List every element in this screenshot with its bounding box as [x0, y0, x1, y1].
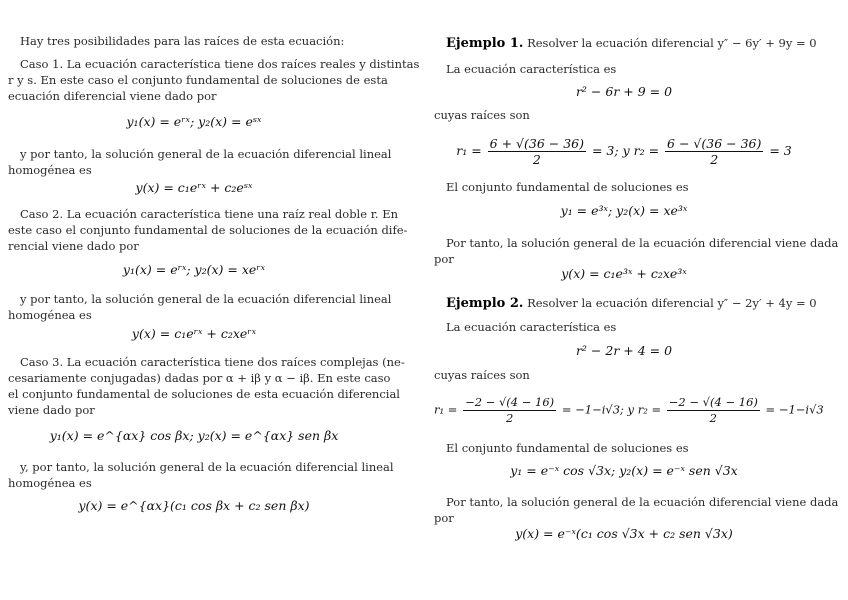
- intro-text: Hay tres posibilidades para las raíces de esta ecuación:: [20, 34, 345, 48]
- ejemplo1-roots-equation: [434, 136, 814, 167]
- ej2-r1-num: −2 − √(4 − 16): [465, 395, 555, 409]
- caso2-text2: homogénea es: [8, 308, 92, 322]
- caso2-general-solution: y(x) = c₁eʳˣ + c₂xeʳˣ: [131, 326, 257, 341]
- ejemplo2-char-label: La ecuación característica es: [446, 320, 617, 334]
- ejemplo1-fund-equation: y₁ = e³ˣ; y₂(x) = xe³ˣ: [560, 203, 688, 218]
- ejemplo2-roots-equation: [434, 395, 824, 426]
- caso2-fundamental-equation: y₁(x) = eʳˣ; y₂(x) = xeʳˣ: [122, 262, 266, 277]
- caso1-general-solution: y(x) = c₁eʳˣ + c₂eˢˣ: [135, 180, 253, 195]
- ej1-r1-num: 6 + √(36 − 36): [489, 136, 584, 151]
- caso2-line1: Caso 2. La ecuación característica tiene una raíz real doble r. En: [20, 207, 399, 221]
- ej1-r2-fraction: [665, 136, 763, 167]
- ejemplo2-roots-label: cuyas raíces son: [434, 368, 530, 382]
- ej1-r2-rhs: = 3: [769, 143, 792, 158]
- ejemplo2-fund-equation: y₁ = e⁻ˣ cos √3x; y₂(x) = e⁻ˣ sen √3x: [510, 463, 738, 478]
- ejemplo2-fund-label: El conjunto fundamental de soluciones es: [446, 441, 689, 455]
- caso3-line1: Caso 3. La ecuación característica tiene dos raíces complejas (ne-: [20, 355, 405, 369]
- ejemplo1-char-label: La ecuación característica es: [446, 62, 617, 76]
- ej2-r2-den: 2: [709, 411, 717, 425]
- ejemplo1-general-solution: y(x) = c₁e³ˣ + c₂xe³ˣ: [561, 266, 687, 281]
- ejemplo1-heading: [446, 36, 817, 51]
- ej2-r2-fraction: [667, 395, 760, 426]
- caso2-line2: este caso el conjunto fundamental de soluciones de la ecuación dife-: [8, 223, 408, 237]
- ejemplo2-general-solution: y(x) = e⁻ˣ(c₁ cos √3x + c₂ sen √3x): [515, 526, 733, 541]
- caso3-line2: cesariamente conjugadas) dadas por α + iβ y α − iβ. En este caso: [8, 371, 391, 385]
- ejemplo1-char-equation: r² − 6r + 9 = 0: [575, 84, 673, 99]
- ejemplo2-general-text2: por: [434, 511, 454, 525]
- ejemplo1-statement: Resolver la ecuación diferencial y″ − 6y′ + 9y = 0: [527, 36, 817, 50]
- ej2-r1-rhs: = −1−i√3; y r₂ =: [561, 402, 662, 417]
- ejemplo2-statement: Resolver la ecuación diferencial y″ − 2y′ + 4y = 0: [527, 296, 817, 310]
- ejemplo2-char-equation: r² − 2r + 4 = 0: [575, 343, 673, 358]
- caso2-line3: rencial viene dado por: [8, 239, 139, 253]
- ejemplo1-general-text2: por: [434, 252, 454, 266]
- ej1-r1-rhs: = 3; y r₂ =: [591, 143, 660, 158]
- ej2-r1-den: 2: [505, 411, 514, 425]
- caso3-line3: el conjunto fundamental de soluciones de esta ecuación diferencial: [8, 387, 400, 401]
- ejemplo1-roots-label: cuyas raíces son: [434, 108, 530, 122]
- caso3-text1: y, por tanto, la solución general de la ecuación diferencial lineal: [20, 460, 394, 474]
- ej1-r1-den: 2: [532, 152, 541, 167]
- caso1-line2: r y s. En este caso el conjunto fundamental de soluciones de esta: [8, 73, 388, 87]
- ej2-r1-fraction: [463, 395, 556, 426]
- ejemplo1-fund-label: El conjunto fundamental de soluciones es: [446, 180, 689, 194]
- caso3-general-solution: y(x) = e^{αx}(c₁ cos βx + c₂ sen βx): [78, 498, 310, 513]
- ej2-r2-num: −2 − √(4 − 16): [668, 395, 758, 409]
- ejemplo1-general-text1: Por tanto, la solución general de la ecuación diferencial viene dada: [446, 236, 839, 250]
- ejemplo1-label: Ejemplo 1.: [446, 36, 524, 51]
- ejemplo2-general-text1: Por tanto, la solución general de la ecuación diferencial viene dada: [446, 495, 839, 509]
- caso1-line3: ecuación diferencial viene dado por: [8, 89, 217, 103]
- ejemplo2-heading: [446, 296, 817, 311]
- caso1-text2: homogénea es: [8, 163, 92, 177]
- caso1-text1: y por tanto, la solución general de la ecuación diferencial lineal: [20, 147, 392, 161]
- ej2-r1-lhs: r₁ =: [434, 402, 458, 417]
- ejemplo2-label: Ejemplo 2.: [446, 296, 524, 311]
- ej2-r2-rhs: = −1−i√3: [765, 402, 824, 417]
- caso2-text1: y por tanto, la solución general de la ecuación diferencial lineal: [20, 292, 392, 306]
- caso1-line1: Caso 1. La ecuación característica tiene dos raíces reales y distintas: [20, 57, 420, 71]
- ej1-r1-lhs: r₁ =: [456, 143, 482, 158]
- ej1-r2-num: 6 − √(36 − 36): [667, 136, 762, 151]
- caso3-text2: homogénea es: [8, 476, 92, 490]
- ej1-r1-fraction: [488, 136, 586, 167]
- ej1-r2-den: 2: [710, 152, 719, 167]
- caso3-line4: viene dado por: [8, 403, 95, 417]
- caso1-fundamental-equation: y₁(x) = eʳˣ; y₂(x) = eˢˣ: [126, 114, 262, 129]
- caso3-fundamental-equation: y₁(x) = e^{αx} cos βx; y₂(x) = e^{αx} sen βx: [49, 428, 339, 443]
